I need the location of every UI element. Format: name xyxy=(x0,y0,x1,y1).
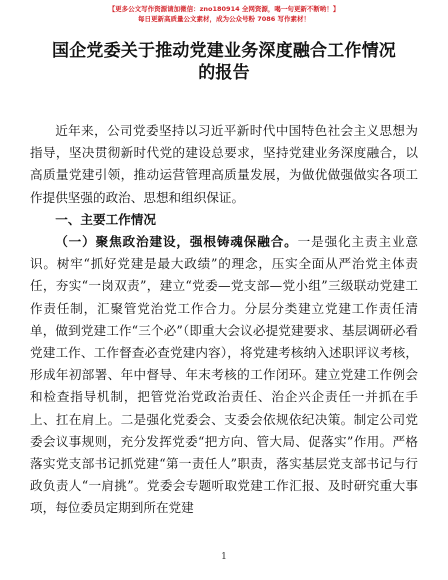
promo-banner-line-2: 每日更新高质量公文素材，成为公众号粉 7086 写作素材！ xyxy=(137,15,311,23)
sub-heading: （一）聚焦政治建设，强根铸魂保融合。 xyxy=(55,234,298,250)
document-title-line-1: 国企党委关于推动党建业务深度融合工作情况 xyxy=(52,41,396,61)
intro-paragraph: 近年来，公司党委坚持以习近平新时代中国特色社会主义思想为指导，坚决贯彻新时代党的建设总要求，坚持党建业务深度融合，以高质量党建引领，推动运营管理高质量发展，为做优做强做实各项工作提供坚强的政治、思想和组织保证。 xyxy=(30,123,418,205)
section-heading: 一、主要工作情况 xyxy=(55,211,156,227)
document-title-line-2: 的报告 xyxy=(198,63,250,83)
section-body-text: 一是强化主责主业意识。树牢“抓好党建是最大政绩”的理念，压实全面从严治党主体责任，夯实“一岗双责”，建立“党委—党支部—党小组”三级联动党建工作责任制，汇聚管党治党工作合力。分层分类建立党建工作责任清单，做到党建工作“三个必”（即重大会议必提党建要求、基层调研必看党建工作、工作督查必查党建内容），将党建考核纳入述职评议考核，形成年初部署、年中督导、年末考核的工作闭环。建立党建工作例会和检查指导机制，把管党治党政治责任、治企兴企责任一并抓在手上、扛在肩上。二是强化党委会、支委会依规依纪决策。制定公司党委会议事规则，充分发挥党委“把方向、管大局、促落实”作用。严格落实党支部书记抓党建“第一责任人”职责，落实基层党支部书记与行政负责人“一肩挑”。党委会专题听取党建工作汇报、及时研究重大事项，每位委员定期到所在党建 xyxy=(30,234,419,516)
document-body xyxy=(30,120,418,520)
document-title xyxy=(30,40,418,84)
page-number: 1 xyxy=(221,552,227,562)
promo-banner xyxy=(0,4,448,24)
section-paragraph xyxy=(30,231,418,520)
promo-banner-line-1: 【更多公文写作资源请加微信：zno180914 全网资源，喝一句更新不断哟！】 xyxy=(108,5,340,13)
